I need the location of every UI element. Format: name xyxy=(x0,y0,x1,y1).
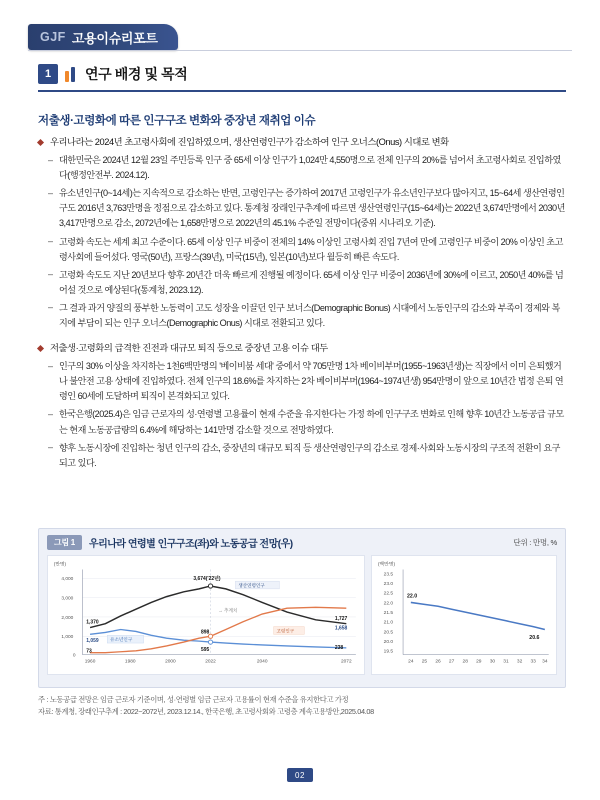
list-item xyxy=(48,153,566,183)
chart-left-svg xyxy=(48,556,364,674)
svg-text:24: 24 xyxy=(407,659,414,665)
chart-right-svg xyxy=(372,556,556,674)
list-item xyxy=(48,407,566,437)
svg-text:1960: 1960 xyxy=(84,659,96,665)
svg-text:20.5: 20.5 xyxy=(383,630,393,636)
section-heading xyxy=(38,64,566,84)
svg-text:33: 33 xyxy=(530,659,536,665)
svg-text:4,000: 4,000 xyxy=(61,577,74,583)
section-divider xyxy=(38,90,566,92)
list-item xyxy=(48,359,566,404)
svg-text:21.5: 21.5 xyxy=(383,611,393,617)
figure-tag: 그림 1 xyxy=(47,535,82,550)
svg-text:2022: 2022 xyxy=(205,659,216,665)
svg-text:29: 29 xyxy=(475,659,482,665)
svg-text:19.5: 19.5 xyxy=(383,649,393,655)
figure-notes xyxy=(38,694,566,718)
svg-text:27: 27 xyxy=(448,659,454,665)
svg-text:(백만명): (백만명) xyxy=(377,562,395,568)
header-divider xyxy=(28,50,572,51)
legend-youth: 유소년인구 xyxy=(110,637,133,643)
bullet-text: 고령화 속도도 지난 20년보다 향후 20년간 더욱 빠르게 진행될 예정이다. 65세 이상 인구 비중이 2036년에 30%에 이르고, 2050년 40%를 넘어설 것으로 예상된다(통계청, 2023.12). xyxy=(59,269,564,295)
svg-text:22.0: 22.0 xyxy=(383,601,393,607)
svg-text:1980: 1980 xyxy=(124,659,136,665)
svg-text:2000: 2000 xyxy=(165,659,176,665)
bullet-text: 한국은행(2025.4)은 임금 근로자의 성·연령별 고용률이 현재 수준을 유지한다는 가정 하에 인구구조 변화로 인해 향후 10년간 노동공급 규모는 현재 노동공급량의 6.4%에 해당하는 141만명 감소할 것으로 전망하였다. xyxy=(59,409,564,435)
svg-text:28: 28 xyxy=(462,659,468,665)
svg-text:1,370: 1,370 xyxy=(86,619,99,626)
bullet-text: 유소년인구(0~14세)는 지속적으로 감소하는 반면, 고령인구는 증가하여 2017년 고령인구가 유소년인구보다 많아지고, 15~64세 생산연령인구도 2016년 3,763만명을 정점으로 감소하고 있다. 통계청 장래인구추계에 따르면 생산연령인구(15~64세)는 2022년 3,674만명에서 2030년 3,417만명으로 감소, 2072년에는 1,658만명으로 2022년의 45.1% 수준일 전망이다(중위 시나리오 기준). xyxy=(59,188,565,229)
bullet-group-1 xyxy=(38,135,566,331)
list-item xyxy=(48,186,566,231)
bullet-text: 대한민국은 2024년 12월 23일 주민등록 인구 중 65세 이상 인구가 1,024만 4,550명으로 전체 인구의 20%를 넘어서 초고령사회로 진입하였다(행정안전부. 2024.12). xyxy=(59,155,561,181)
bullet-text: 인구의 30% 이상을 차지하는 1천6백만명의 '베이비붐 세대' 중에서 약 705만명 1차 베이비부머(1955~1963년생)는 직장에서 이미 은퇴했거나 불안전 고용 상태에 진입하였다. 전체 인구의 18.6%를 차지하는 2차 베이비부머(1964~1974년생) 954만명이 앞으로 10년간 법정 은퇴 연령인 60세에 도달하며 퇴직이 본격화되고 있다. xyxy=(59,361,564,402)
brand-label: GJF xyxy=(40,30,66,44)
figure-title: 우리나라 연령별 인구구조(좌)와 노동공급 전망(우) xyxy=(88,539,293,550)
bullet-text: 우리나라는 2024년 초고령사회에 진입하였으며, 생산연령인구가 감소하여 인구 오너스(Onus) 시대로 변화 xyxy=(50,137,449,147)
chart-population-structure xyxy=(47,555,365,675)
report-title: 고용이슈리포트 xyxy=(71,30,158,46)
svg-text:1,727: 1,727 xyxy=(334,615,348,622)
svg-text:1,000: 1,000 xyxy=(61,635,74,641)
svg-text:2072: 2072 xyxy=(341,659,352,665)
legend-elderly: 고령인구 xyxy=(276,628,295,634)
svg-text:2040: 2040 xyxy=(256,659,268,665)
svg-text:32: 32 xyxy=(516,659,522,665)
svg-text:238: 238 xyxy=(334,644,344,651)
page-number: 02 xyxy=(287,768,313,782)
legend-working-age: 생산연령인구 xyxy=(238,582,265,588)
body-content xyxy=(38,104,566,474)
svg-text:0: 0 xyxy=(72,653,76,659)
chart-label-peak: 3,674('22년) xyxy=(193,576,221,583)
subhead-1: 저출생·고령화에 따른 인구구조 변화와 중장년 재취업 이슈 xyxy=(38,115,316,127)
section-accent-bars-icon xyxy=(65,67,77,82)
list-item xyxy=(48,235,566,265)
bullet-group-2 xyxy=(38,341,566,471)
report-header-tab xyxy=(28,24,178,50)
svg-text:3,000: 3,000 xyxy=(61,596,74,602)
svg-text:2,000: 2,000 xyxy=(61,615,74,621)
svg-text:34: 34 xyxy=(541,659,548,665)
list-item xyxy=(48,301,566,331)
figure-note-1: 주 : 노동공급 전망은 임금 근로자 기준이며, 성·연령별 임금 근로자 고용률이 현재 수준을 유지한다고 가정 xyxy=(38,695,349,704)
svg-text:898: 898 xyxy=(200,629,210,636)
list-item xyxy=(38,135,566,150)
svg-text:30: 30 xyxy=(489,659,495,665)
figure-header xyxy=(39,529,565,550)
bullet-text: 저출생·고령화의 급격한 진전과 대규모 퇴직 등으로 중장년 고용 이슈 대두 xyxy=(50,343,328,354)
figure-unit: 단위 : 만명, % xyxy=(513,538,557,547)
chart-annotation-projection: → 추계치 xyxy=(218,608,238,614)
list-item xyxy=(38,341,566,356)
bullet-text: 향후 노동시장에 진입하는 청년 인구의 감소, 중장년의 대규모 퇴직 등 생산연령인구의 감소로 경제·사회와 노동시장의 구조적 전환이 요구되고 있다. xyxy=(59,442,560,468)
section-number: 1 xyxy=(38,64,58,84)
figure-panels xyxy=(39,550,565,682)
figure-1 xyxy=(38,528,566,688)
svg-text:(만명): (만명) xyxy=(53,562,67,568)
svg-text:22.5: 22.5 xyxy=(383,591,393,597)
svg-text:23.5: 23.5 xyxy=(383,572,393,578)
list-item xyxy=(48,268,566,298)
bullet-text: 고령화 속도는 세계 최고 수준이다. 65세 이상 인구 비중이 전체의 14% 이상인 고령사회 진입 7년여 만에 고령인구 비중이 20% 이상인 초고령사회에 들어섰다. 영국(50년), 프랑스(39년), 미국(15년), 일본(10년)보다 월등히 빠른 속도다. xyxy=(59,236,563,262)
svg-text:26: 26 xyxy=(434,659,441,665)
list-item xyxy=(48,441,566,471)
svg-text:20.0: 20.0 xyxy=(383,640,393,646)
bullet-text: 그 결과 과거 양질의 풍부한 노동력이 고도 성장을 이끌던 인구 보너스(Demographic Bonus) 시대에서 노동인구의 감소와 부족이 경제와 복지에 부담이 되는 인구 오너스(Demographic Onus) 시대로 전환되고 있다. xyxy=(59,302,560,328)
svg-text:25: 25 xyxy=(421,659,427,665)
svg-text:1,658: 1,658 xyxy=(334,625,348,632)
svg-text:21.0: 21.0 xyxy=(383,620,393,626)
section-title: 연구 배경 및 목적 xyxy=(85,66,188,82)
svg-text:73: 73 xyxy=(86,648,92,655)
svg-text:595: 595 xyxy=(200,646,210,653)
chart-label-start: 22.0 xyxy=(406,593,417,600)
svg-text:1,059: 1,059 xyxy=(86,638,99,645)
chart-label-end: 20.6 xyxy=(528,635,540,642)
figure-note-2: 자료: 통계청, 장래인구추계 : 2022~2072년, 2023.12.14., 한국은행, 초고령사회와 고령층 계속고용방안,2025.04.08 xyxy=(38,707,374,717)
chart-labor-supply-forecast xyxy=(371,555,557,675)
svg-text:31: 31 xyxy=(502,659,509,665)
svg-text:23.0: 23.0 xyxy=(383,582,393,588)
